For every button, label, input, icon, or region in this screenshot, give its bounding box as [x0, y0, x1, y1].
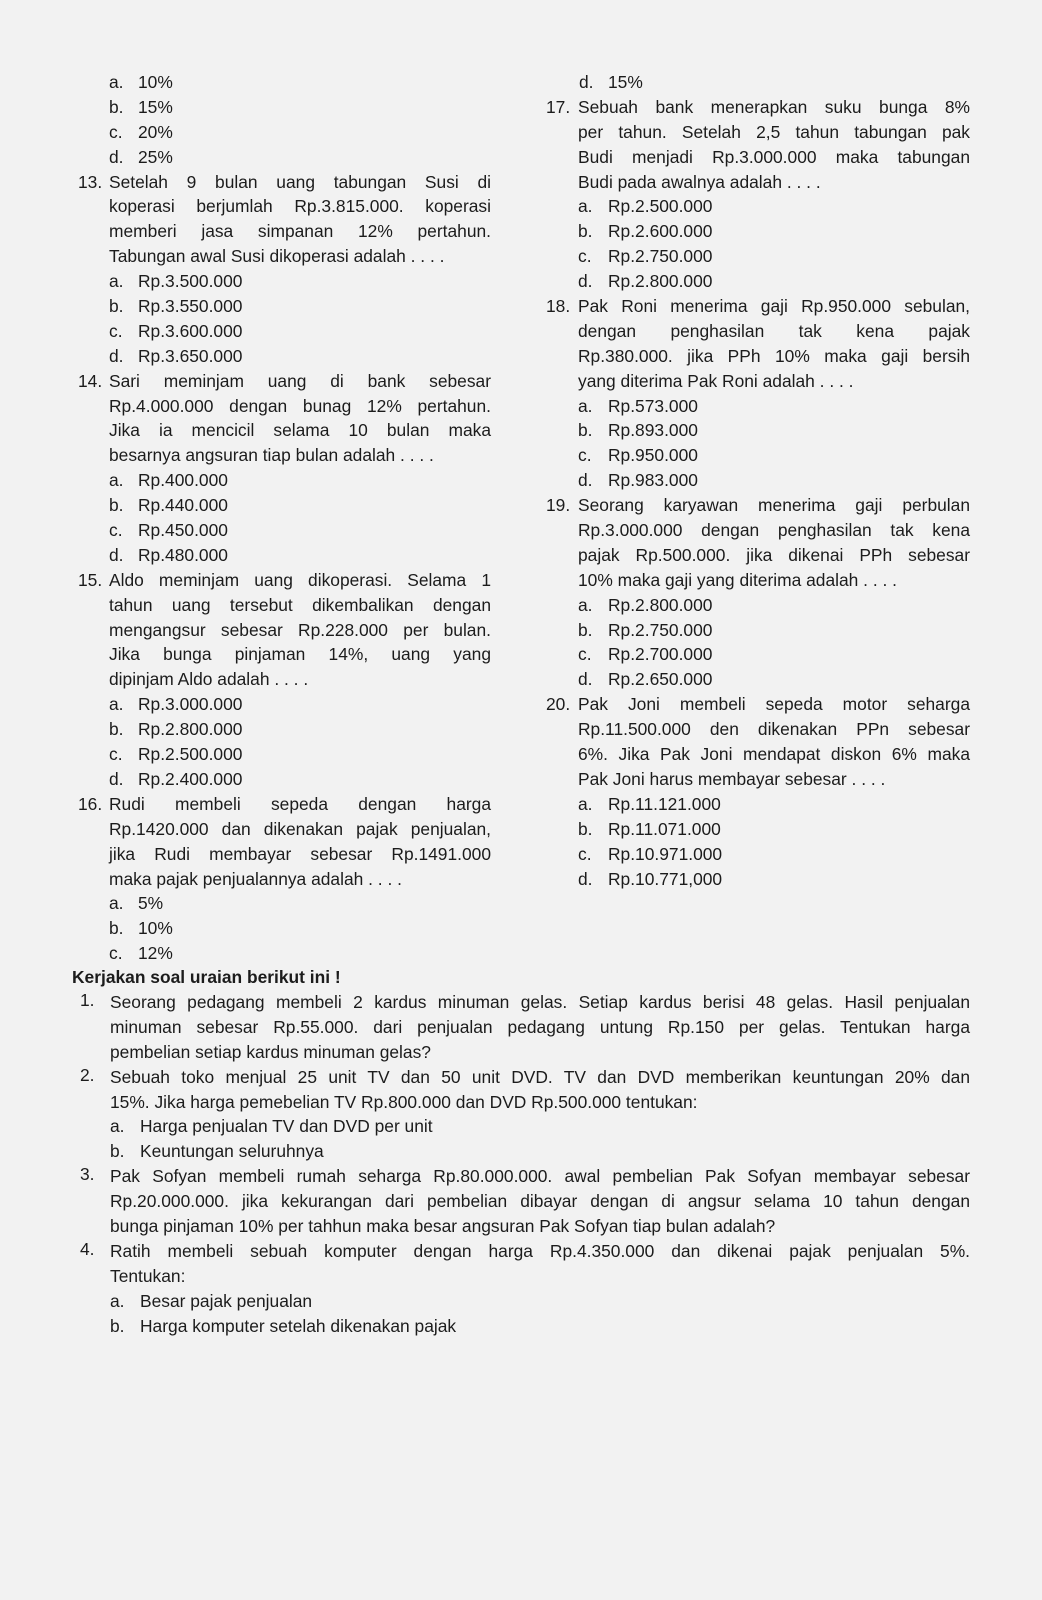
- option: a. 5%: [109, 893, 164, 914]
- question-text-line: Tabungan awal Susi dikoperasi adalah . . . .: [109, 246, 445, 267]
- question-text-line: dipinjam Aldo adalah . . . .: [109, 669, 309, 690]
- question-number: 1.: [80, 990, 95, 1010]
- essay-section-title: Kerjakan soal uraian berikut ini !: [72, 967, 341, 987]
- option: a. Rp.400.000: [109, 470, 228, 491]
- essay-question-3: [78, 1164, 970, 1239]
- question-text-line: Budi pada awalnya adalah . . . .: [578, 171, 821, 192]
- question-14-options: [78, 468, 491, 568]
- question-text-line: Pak Roni menerima gaji Rp.950.000 sebulan,: [578, 296, 970, 317]
- question-20: [546, 692, 970, 792]
- question-text-line: 6%. Jika Pak Joni mendapat diskon 6% maka: [578, 744, 970, 765]
- question-text-line: yang diterima Pak Roni adalah . . . .: [578, 370, 854, 391]
- question-text-line: Sebuah bank menerapkan suku bunga 8%: [578, 96, 970, 117]
- question-19: [546, 493, 970, 593]
- question-15-options: [78, 692, 491, 792]
- question-16: [78, 792, 491, 892]
- option: b. Rp.440.000: [109, 495, 228, 516]
- question-text-line: Seorang karyawan menerima gaji perbulan: [578, 495, 970, 516]
- option: d. Rp.480.000: [109, 544, 228, 565]
- left-column: [78, 70, 491, 966]
- question-number: 16.: [78, 793, 103, 814]
- question-17: [546, 95, 970, 195]
- question-text-line: tahun uang tersebut dikembalikan dengan: [109, 594, 491, 615]
- option: a. Rp.2.500.000: [578, 196, 713, 217]
- question-number: 17.: [546, 96, 571, 117]
- question-text-line: Sari meminjam uang di bank sebesar: [109, 370, 491, 391]
- question-17-options: [556, 194, 970, 294]
- question-text-line: Sebuah toko menjual 25 unit TV dan 50 unit DVD. TV dan DVD memberikan keuntungan 20% dan: [110, 1066, 970, 1087]
- option: b. 10%: [109, 918, 173, 939]
- question-text-line: dengan penghasilan tak kena pajak: [578, 320, 970, 341]
- option: a. Rp.11.121.000: [578, 793, 721, 814]
- sub-item: a. Besar pajak penjualan: [110, 1290, 313, 1311]
- option: c. Rp.2.700.000: [578, 644, 713, 665]
- question-text-line: Pak Joni harus membayar sebesar . . . .: [578, 768, 886, 789]
- question-18: [546, 294, 970, 394]
- question-text-line: pajak Rp.500.000. jika dikenai PPh sebesar: [578, 544, 970, 565]
- option: c. Rp.3.600.000: [109, 320, 243, 341]
- question-number: 20.: [546, 694, 571, 715]
- question-text-line: Rp.3.000.000 dengan penghasilan tak kena: [578, 520, 970, 541]
- option: a. Rp.3.500.000: [109, 271, 243, 292]
- option: d. Rp.2.650.000: [578, 669, 713, 690]
- option: d. Rp.2.800.000: [578, 271, 713, 292]
- option: d. Rp.2.400.000: [109, 768, 243, 789]
- question-number: 18.: [546, 296, 571, 317]
- question-19-options: [556, 593, 970, 693]
- option: c. Rp.950.000: [578, 445, 698, 466]
- option: d. Rp.10.771,000: [578, 868, 723, 889]
- right-column: [546, 70, 970, 891]
- option: c. Rp.2.500.000: [109, 744, 243, 765]
- question-text-line: Rp.380.000. jika PPh 10% maka gaji bersih: [578, 345, 970, 366]
- question-text-line: Rp.1420.000 dan dikenakan pajak penjualan,: [109, 818, 491, 839]
- option: d. Rp.3.650.000: [109, 345, 243, 366]
- option: d. 15%: [579, 72, 643, 92]
- question-16-options: [78, 891, 491, 966]
- essay-question-2: [78, 1065, 970, 1115]
- question-text-line: Rudi membeli sepeda dengan harga: [109, 793, 491, 814]
- question-number: 14.: [78, 370, 103, 391]
- question-text-line: Pak Sofyan membeli rumah seharga Rp.80.000.000. awal pembelian Pak Sofyan membayar sebesar: [110, 1166, 970, 1187]
- sub-item: b. Keuntungan seluruhnya: [110, 1141, 324, 1162]
- essay-question-4: [78, 1239, 970, 1289]
- question-text-line: per tahun. Setelah 2,5 tahun tabungan pak: [578, 121, 970, 142]
- question-text-line: mengangsur sebesar Rp.228.000 per bulan.: [109, 619, 491, 640]
- essay-section: [78, 990, 970, 1338]
- question-number: 13.: [78, 171, 103, 192]
- essay-question-1: [78, 990, 970, 1065]
- question-text-line: Budi menjadi Rp.3.000.000 maka tabungan: [578, 146, 970, 167]
- question-text-line: Rp.11.500.000 den dikenakan PPn sebesar: [578, 719, 970, 740]
- option: d. 25%: [109, 146, 173, 167]
- question-text-line: Rp.20.000.000. jika kekurangan dari pembelian dibayar dengan di angsur selama 10 tahun dengan: [110, 1191, 970, 1212]
- option: a. 10%: [109, 72, 173, 92]
- question-text-line: jika Rudi membayar sebesar Rp.1491.000: [109, 843, 491, 864]
- option: a. Rp.3.000.000: [109, 694, 243, 715]
- question-text-line: 10% maka gaji yang diterima adalah . . . .: [578, 569, 898, 590]
- option: b. 15%: [109, 96, 173, 117]
- option: b. Rp.2.800.000: [109, 719, 243, 740]
- option: c. Rp.450.000: [109, 520, 228, 541]
- question-12-options: [78, 70, 491, 170]
- question-13: [78, 170, 491, 270]
- question-text-line: minuman sebesar Rp.55.000. dari penjualan pedagang untung Rp.150 per gelas. Tentukan harga: [110, 1016, 970, 1037]
- option: d. Rp.983.000: [578, 470, 698, 491]
- option: c. Rp.10.971.000: [578, 843, 723, 864]
- question-14: [78, 369, 491, 469]
- question-text-line: koperasi berjumlah Rp.3.815.000. koperasi: [109, 196, 491, 217]
- question-15: [78, 568, 491, 692]
- option: b. Rp.3.550.000: [109, 296, 243, 317]
- option: c. 12%: [109, 943, 173, 964]
- question-text-line: Aldo meminjam uang dikoperasi. Selama 1: [109, 569, 491, 590]
- option: b. Rp.11.071.000: [578, 818, 721, 839]
- question-text-line: Rp.4.000.000 dengan bunag 12% pertahun.: [109, 395, 491, 416]
- option: b. Rp.2.750.000: [578, 619, 713, 640]
- question-text-line: memberi jasa simpanan 12% pertahun.: [109, 221, 491, 242]
- question-20-options: [556, 792, 970, 892]
- question-text-line: Jika bunga pinjaman 14%, uang yang: [109, 644, 491, 665]
- question-text-line: Seorang pedagang membeli 2 kardus minuman gelas. Setiap kardus berisi 48 gelas. Hasil penjualan: [110, 992, 970, 1012]
- question-18-options: [556, 394, 970, 494]
- option: a. Rp.573.000: [578, 395, 698, 416]
- option: c. Rp.2.750.000: [578, 246, 713, 267]
- question-number: 3.: [80, 1164, 95, 1185]
- question-number: 2.: [80, 1064, 95, 1085]
- question-text-line: Jika ia mencicil selama 10 bulan maka: [109, 420, 491, 441]
- question-text-line: besarnya angsuran tiap bulan adalah . . . .: [109, 445, 434, 466]
- option: a. Rp.2.800.000: [578, 594, 713, 615]
- question-text-line: Ratih membeli sebuah komputer dengan harga Rp.4.350.000 dan dikenai pajak penjualan 5%.: [110, 1240, 970, 1261]
- sub-item: b. Harga komputer setelah dikenakan pajak: [110, 1315, 457, 1336]
- option: c. 20%: [109, 121, 173, 142]
- question-number: 19.: [546, 495, 571, 516]
- question-text-line: maka pajak penjualannya adalah . . . .: [109, 868, 402, 889]
- option: b. Rp.893.000: [578, 420, 698, 441]
- sub-item: a. Harga penjualan TV dan DVD per unit: [110, 1116, 433, 1137]
- question-text-line: pembelian setiap kardus minuman gelas?: [110, 1041, 431, 1062]
- question-number: 4.: [80, 1238, 95, 1259]
- question-text-line: Tentukan:: [110, 1265, 186, 1286]
- question-number: 15.: [78, 569, 103, 590]
- question-13-options: [78, 269, 491, 369]
- question-text-line: Pak Joni membeli sepeda motor seharga: [578, 694, 970, 715]
- option: b. Rp.2.600.000: [578, 221, 713, 242]
- question-text-line: 15%. Jika harga pemebelian TV Rp.800.000 dan DVD Rp.500.000 tentukan:: [110, 1091, 698, 1112]
- question-text-line: Setelah 9 bulan uang tabungan Susi di: [109, 171, 491, 192]
- question-text-line: bunga pinjaman 10% per tahhun maka besar angsuran Pak Sofyan tiap bulan adalah?: [110, 1216, 776, 1237]
